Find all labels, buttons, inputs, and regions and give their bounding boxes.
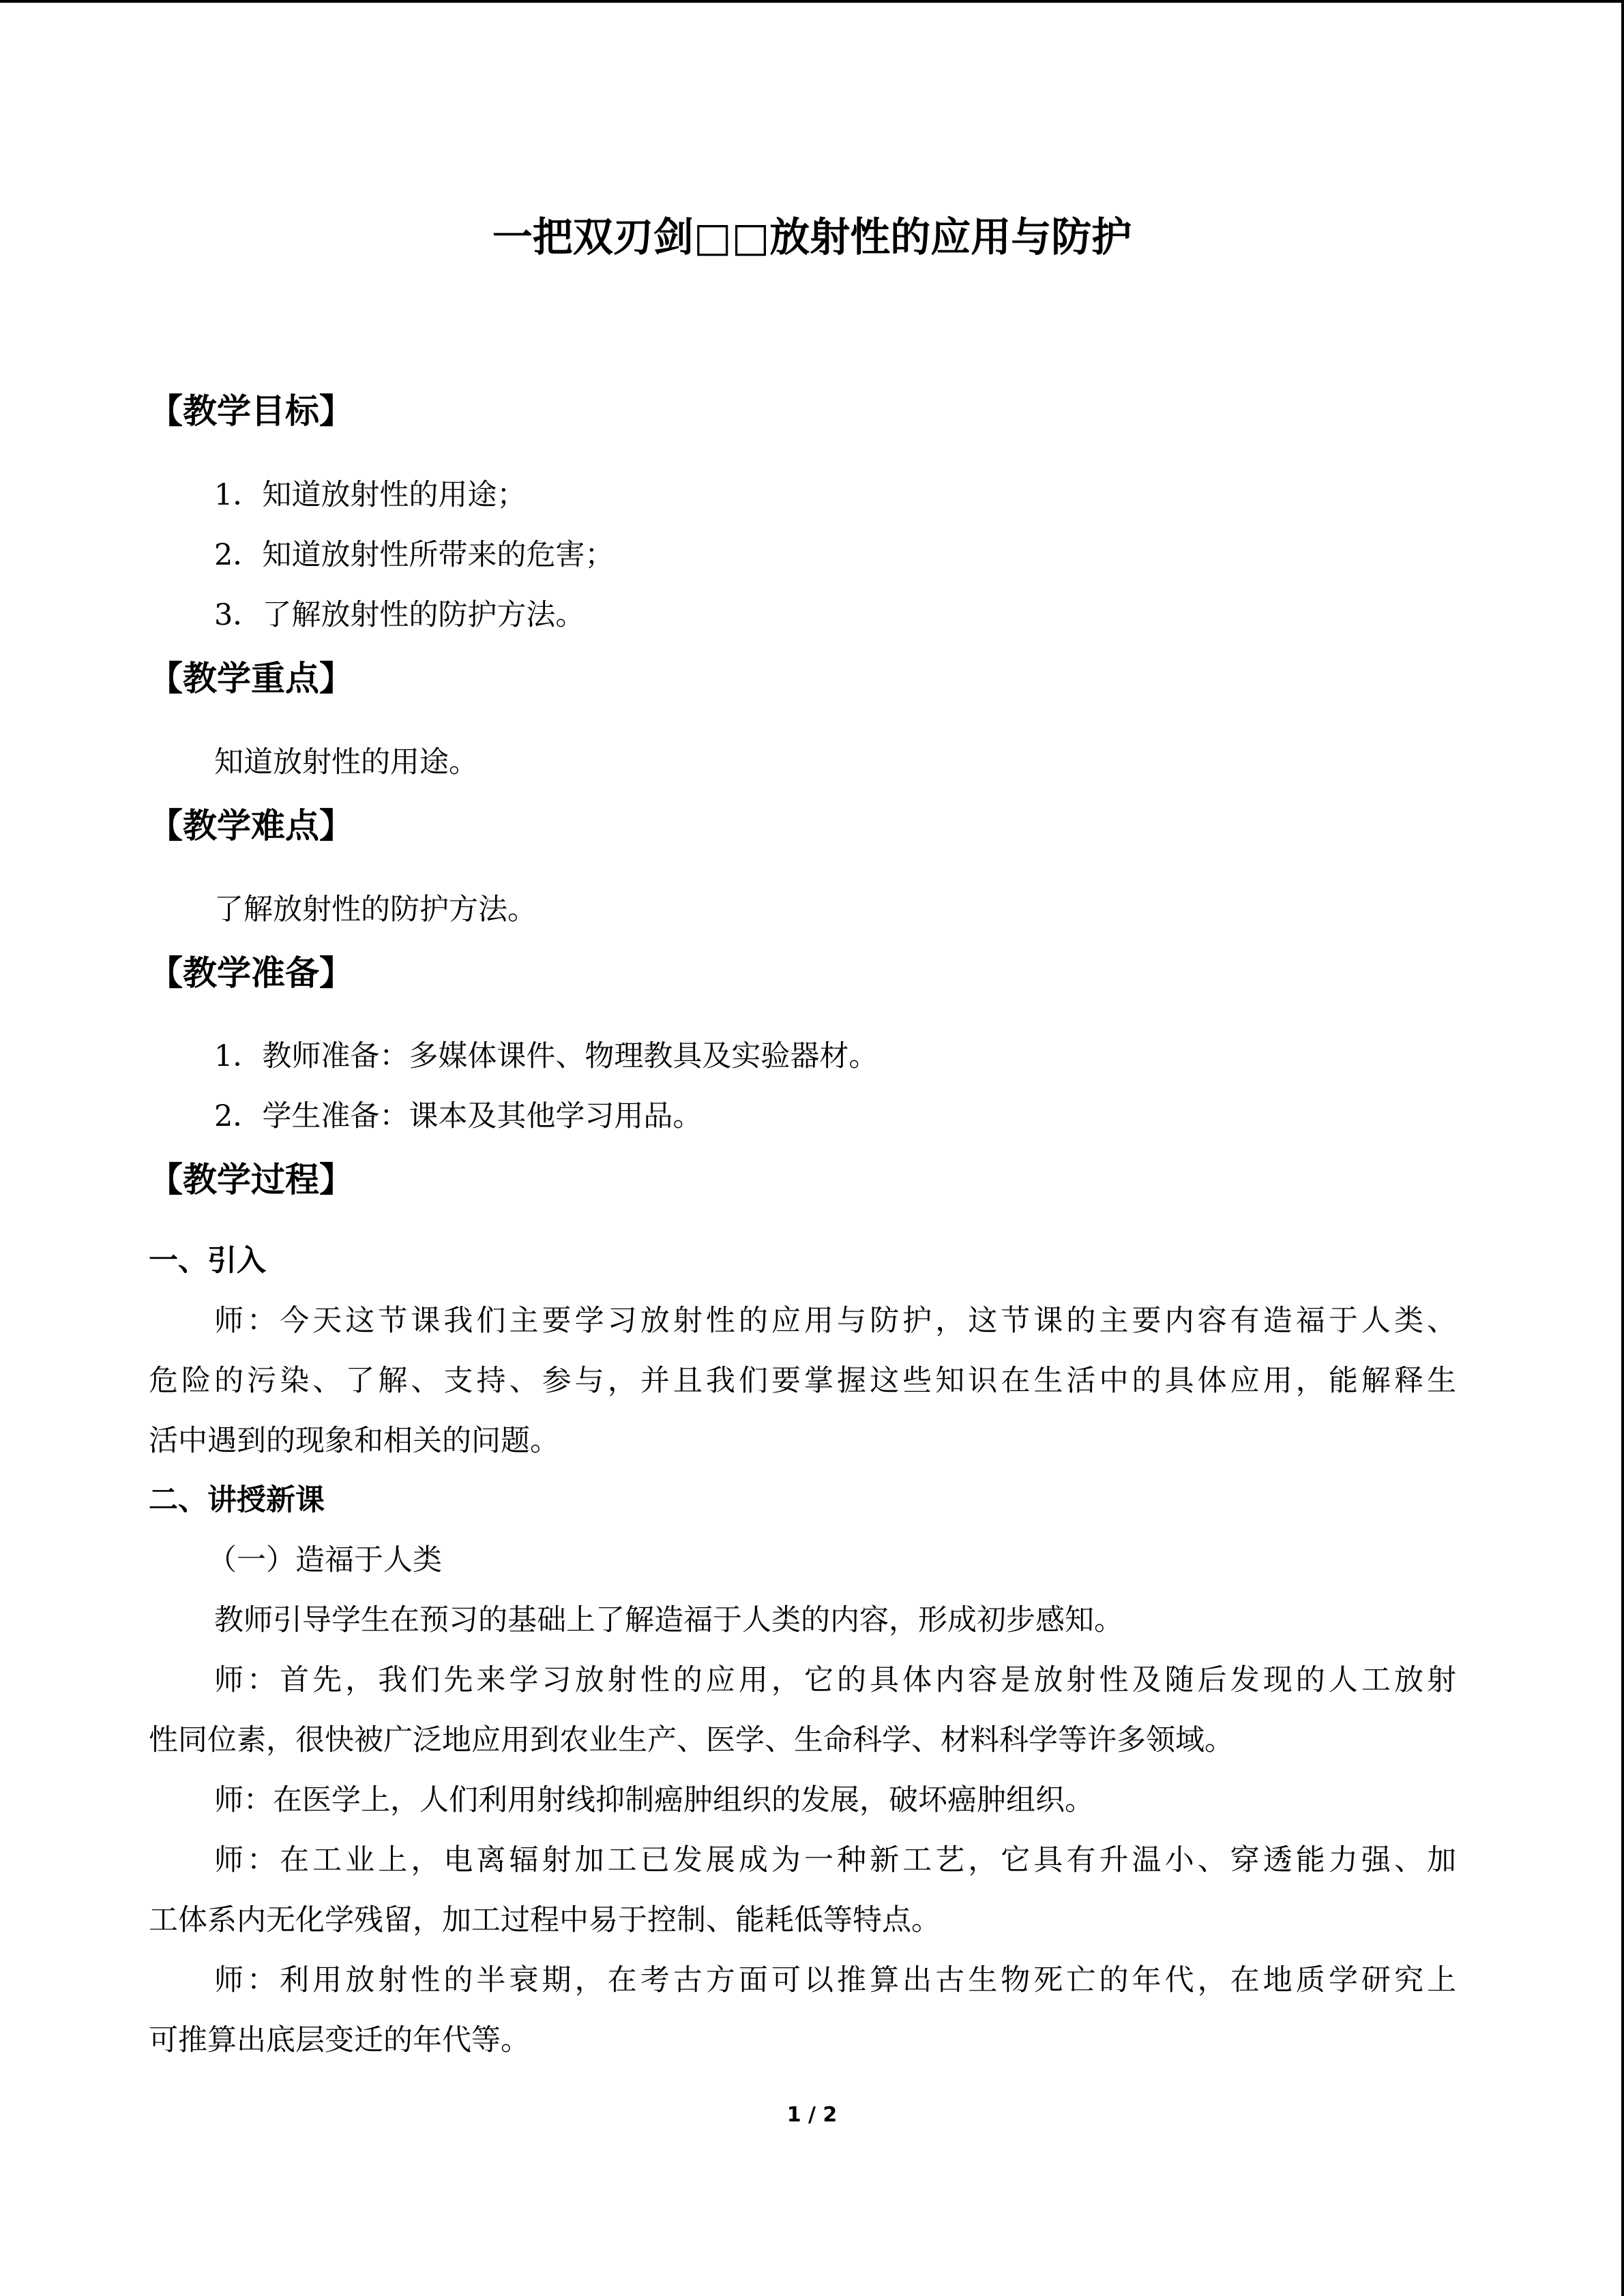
section-heading-objectives: 【教学目标】 [149, 391, 353, 431]
page-border-right [1621, 0, 1624, 2296]
difficulties-text: 了解放射性的防护方法。 [214, 893, 537, 927]
lesson-paragraph-line: 工体系内无化学残留，加工过程中易于控制、能耗低等特点。 [149, 1903, 941, 1937]
key-points-text: 知道放射性的用途。 [214, 745, 478, 779]
subsection-title-benefit: （一）造福于人类 [207, 1543, 442, 1577]
section-heading-preparation: 【教学准备】 [149, 953, 353, 993]
section-heading-key-points: 【教学重点】 [149, 659, 353, 698]
subsection-heading-intro: 一、引入 [149, 1244, 266, 1278]
lesson-paragraph-line: 性同位素，很快被广泛地应用到农业生产、医学、生命科学、材料科学等许多领域。 [149, 1723, 1234, 1757]
objective-item: 2．知道放射性所带来的危害； [214, 538, 615, 572]
lesson-paragraph-line: 可推算出底层变迁的年代等。 [149, 2023, 530, 2057]
intro-paragraph-line: 危险的污染、了解、支持、参与，并且我们要掌握这些知识在生活中的具体应用，能解释生 [149, 1364, 1456, 1398]
subsection-heading-new-lesson: 二、讲授新课 [149, 1483, 325, 1517]
page-number: 1 / 2 [786, 2103, 838, 2127]
preparation-item: 1．教师准备：多媒体课件、物理教具及实验器材。 [214, 1039, 879, 1073]
lesson-paragraph-line: 师：在工业上，电离辐射加工已发展成为一种新工艺，它具有升温小、穿透能力强、加 [214, 1843, 1456, 1877]
objective-item: 1．知道放射性的用途； [214, 478, 527, 512]
preparation-item: 2．学生准备：课本及其他学习用品。 [214, 1099, 703, 1133]
objective-item: 3．了解放射性的防护方法。 [214, 598, 585, 632]
lesson-paragraph: 教师引导学生在预习的基础上了解造福于人类的内容，形成初步感知。 [214, 1603, 1123, 1637]
lesson-paragraph-line: 师：利用放射性的半衰期，在考古方面可以推算出古生物死亡的年代，在地质学研究上 [214, 1963, 1456, 1997]
intro-paragraph-line: 师：今天这节课我们主要学习放射性的应用与防护，这节课的主要内容有造福于人类、 [214, 1304, 1456, 1338]
document-title: 一把双刃剑□□放射性的应用与防护 [492, 213, 1132, 260]
section-heading-difficulties: 【教学难点】 [149, 806, 353, 846]
lesson-paragraph-line: 师：首先，我们先来学习放射性的应用，它的具体内容是放射性及随后发现的人工放射 [214, 1663, 1456, 1697]
section-heading-process: 【教学过程】 [149, 1160, 353, 1199]
intro-paragraph-line: 活中遇到的现象和相关的问题。 [149, 1424, 559, 1458]
lesson-paragraph: 师：在医学上，人们利用射线抑制癌肿组织的发展，破坏癌肿组织。 [214, 1783, 1094, 1817]
page-border-top [0, 0, 1624, 3]
